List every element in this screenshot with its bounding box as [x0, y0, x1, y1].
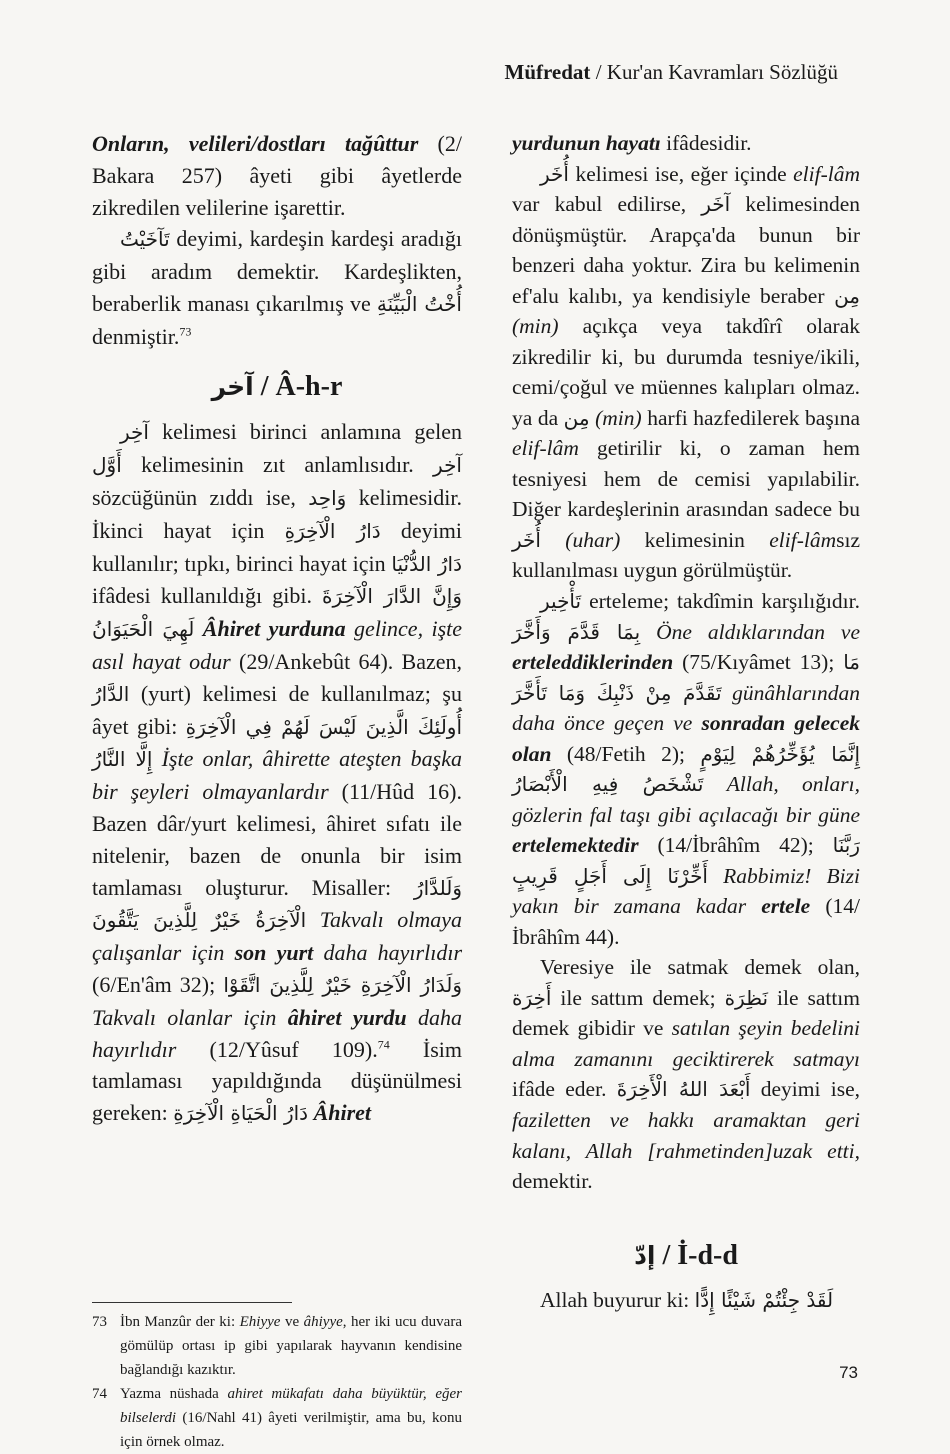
text: kelimesi birinci anlamına gelen: [148, 419, 462, 445]
text: ifâdesi kullanıldığı gibi.: [92, 583, 323, 609]
text: Veresiye ile satmak demek olan,: [540, 955, 860, 980]
emphasis: ertele: [761, 894, 811, 919]
arabic-text: دَارُ الْحَيَاةِ الْآخِرَةِ: [173, 1101, 309, 1126]
text: sız kullanılması uygun görülmüştür.: [512, 527, 861, 583]
footnotes: [92, 1310, 462, 1454]
heading-arabic: إدّ: [634, 1240, 656, 1270]
arabic-text: الدَّارُ: [92, 681, 130, 706]
section-heading: [512, 1241, 860, 1272]
right-column: [512, 128, 860, 1316]
text: İbn Manzûr der ki:: [120, 1314, 240, 1330]
text: denmiştir.: [92, 323, 180, 349]
footnote-text: [120, 1382, 462, 1454]
footnote-divider: [92, 1302, 292, 1303]
emphasis: ertelemektedir: [512, 833, 639, 858]
text: (12/Yûsuf 109).: [176, 1036, 378, 1062]
emphasis: sonradan gelecek olan: [512, 711, 860, 766]
text: kelimesi ise, eğer içinde: [568, 161, 794, 186]
emphasis: ahiret mükafatı daha büyüktür, eğer bilselerdi: [120, 1386, 463, 1426]
text: Yazma nüshada: [120, 1386, 228, 1402]
arabic-text: مِن: [563, 405, 590, 430]
text: demektir.: [512, 1169, 593, 1194]
header-title-rest: / Kur'an Kavramları Sözlüğü: [590, 60, 838, 84]
arabic-verse: رَبَّنَا أَخِّرْنَا إِلَى أَجَلٍ قَرِيبٍ: [512, 833, 860, 888]
text: ile sattım demek gibidir ve: [512, 985, 861, 1041]
emphasis: daha hayırlıdır: [313, 940, 462, 966]
arabic-text: تَآخَيْتُ: [120, 227, 170, 252]
arabic-text: أُخَر: [540, 161, 569, 186]
emphasis: elif-lâm: [769, 527, 837, 552]
running-header: [505, 60, 839, 85]
text: (yurt) kelimesi de kullanılmaz; şu âyet gibi:: [92, 680, 462, 739]
paragraph: [92, 128, 462, 223]
footnote: [92, 1310, 462, 1382]
text: (2/ Bakara 257) âyeti gibi âyetlerde zikredilen velilerine işarettir.: [92, 131, 462, 220]
emphasis: Takvalı olmaya çalışanlar için: [92, 907, 463, 966]
emphasis: âhiyye: [303, 1314, 343, 1330]
text: sözcüğünün zıddı ise,: [92, 484, 309, 510]
emphasis: (uhar): [540, 527, 621, 552]
emphasis: yurdunun hayatı: [512, 131, 661, 155]
text: , her iki ucu duvara gömülüp ortası ip gibi yapılarak hayvanın kendisine bağlandığı kazıktır.: [120, 1314, 462, 1378]
text: Allah buyurur ki:: [540, 1288, 695, 1313]
emphasis: son yurt: [234, 940, 314, 966]
arabic-verse: وَلَدَارُ الْآخِرَةِ خَيْرٌ لِلَّذِينَ اتَّقَوْا: [223, 972, 462, 997]
arabic-text: آخَر: [701, 192, 731, 217]
text: kelimesinin zıt anlamlısıdır.: [121, 452, 434, 478]
emphasis: günâhlarından daha önce geçen ve: [512, 680, 860, 736]
arabic-text: تَأْخِير: [540, 588, 582, 613]
text: ifâde eder.: [512, 1077, 617, 1102]
paragraph: [512, 1285, 860, 1316]
text: ve: [280, 1314, 304, 1330]
text: (6/En'âm 32);: [92, 971, 224, 997]
emphasis: Âhiret yurduna: [194, 616, 346, 642]
text: deyimi, kardeşin kardeşi aradığı gibi aradım demektir. Kardeşlikten, beraberlik manası çıkarılmış ve: [92, 226, 462, 316]
paragraph: [512, 952, 860, 1196]
arabic-text: أُخْتُ الْبَيِّنَةِ: [376, 291, 462, 316]
text: var kabul edilirse,: [512, 192, 702, 217]
emphasis: Öne aldıklarından ve: [640, 619, 860, 644]
heading-latin: / Â-h-r: [253, 370, 343, 402]
paragraph: [92, 416, 462, 1130]
emphasis: Âhiret: [308, 1100, 372, 1126]
text: deyimi kullanılır; tıpkı, birinci hayat için: [92, 517, 462, 576]
arabic-verse: وَلَلدَّارُ الْآخِرَةُ خَيْرٌ لِلَّذِينَ يَتَّقُونَ: [92, 875, 462, 933]
paragraph: [92, 223, 462, 352]
arabic-verse: مَا تَقَدَّمَ مِنْ ذَنْبِكَ وَمَا تَأَخَّرَ: [512, 650, 860, 705]
emphasis: elif-lâm: [793, 161, 860, 186]
emphasis: elif-lâm: [512, 436, 579, 461]
text: harfi hazfedilerek başına: [641, 405, 860, 430]
text: (29/Ankebût 64). Bazen,: [230, 648, 462, 674]
heading-arabic: آخر: [211, 371, 254, 401]
arabic-text: مِن: [834, 283, 860, 308]
text: kelimesidir. İkinci hayat için: [92, 484, 462, 543]
text: getirilir ki, o zaman hem tesniyesi hem de cemisi yapılabilir. Diğer kardeşlerinin arasından sadece bu: [512, 436, 860, 522]
text: (48/Fetih 2);: [551, 741, 701, 766]
arabic-text: آخِر: [433, 453, 462, 478]
emphasis: erteleddiklerinden: [512, 650, 674, 675]
emphasis: Rabbimiz! Bizi yakın bir zamana kadar: [512, 863, 860, 919]
text: (75/Kıyâmet 13);: [673, 650, 844, 675]
emphasis: İşte onlar, âhirette ateşten başka bir şeyleri olmayanlardır: [92, 746, 462, 805]
header-title-bold: Müfredat: [504, 60, 591, 84]
heading-latin: / İ-d-d: [655, 1239, 738, 1271]
emphasis: Allah, onları, gözlerin fal taşı gibi açılacağı bir güne: [512, 772, 860, 827]
paragraph: [512, 586, 860, 952]
emphasis: Ehiyye: [239, 1314, 281, 1330]
emphasis: (min): [589, 405, 642, 430]
footnote-number: 74: [92, 1386, 107, 1402]
text: İsim tamlaması yapıldığında düşünülmesi gereken:: [92, 1036, 462, 1126]
left-column: [92, 128, 462, 1130]
text: deyimi ise,: [750, 1077, 860, 1102]
paragraph: [512, 128, 860, 159]
arabic-text: دَارُ الْآخِرَةِ: [284, 518, 381, 543]
arabic-text: أَبْعَدَ اللهُ الْأَخِرَةَ: [616, 1077, 751, 1102]
footnote-number: 73: [92, 1314, 107, 1330]
text: (11/Hûd 16). Bazen dâr/yurt kelimesi, âhiret sıfatı ile nitelenir, bazen de onunla bir isim tamlaması oluşturur. Misaller:: [92, 779, 462, 900]
text: (16/Nahl 41) âyeti verilmiştir, ama bu, konu için örnek olmaz.: [120, 1410, 462, 1450]
arabic-verse: لَقَدْ جِئْتُمْ شَيْئًا إِدًّا: [694, 1288, 834, 1313]
arabic-text: آخِر: [120, 420, 149, 445]
arabic-verse: بِمَا قَدَّمَ وَأَخَّرَ: [512, 619, 641, 644]
text: (14/İbrâhîm 44).: [512, 894, 860, 949]
emphasis: Onların, velileri/dostları tağûttur: [92, 131, 419, 156]
arabic-text: أَخِرَة: [512, 985, 552, 1010]
text: açıkça veya takdîrî olarak zikredilir ki, bu durumda tesniye/ikili, cemi/çoğul ve müennes kalıpları olmaz. ya da: [512, 314, 860, 430]
arabic-text: أَوَّل: [92, 453, 122, 478]
footnote: [92, 1382, 462, 1454]
paragraph: [512, 159, 860, 586]
emphasis: daha hayırlıdır: [92, 1004, 463, 1062]
arabic-text: وَاحِد: [308, 485, 347, 510]
section-heading: [92, 371, 462, 403]
footnote-ref: 73: [179, 324, 192, 339]
emphasis: Takvalı olanlar için: [92, 1004, 288, 1030]
arabic-text: دَارُ الدُّنْيَا: [391, 551, 462, 576]
emphasis: (min): [512, 314, 559, 339]
text: erteleme; takdîmin karşılığıdır.: [581, 588, 860, 613]
arabic-verse: وَإِنَّ الدَّارَ الْآخِرَةَ لَهِيَ الْحَيَوَانُ: [92, 584, 462, 642]
footnote-text: [120, 1310, 462, 1382]
text: (14/İbrâhîm 42);: [638, 833, 833, 858]
emphasis: gelince, işte asıl hayat odur: [92, 616, 463, 674]
footnote-ref: 74: [377, 1037, 390, 1052]
emphasis: satılan şeyin bedelini alma zamanını geciktirerek satmayı: [512, 1016, 860, 1071]
arabic-text: نَظِرَة: [724, 985, 769, 1010]
emphasis: âhiret yurdu: [287, 1004, 407, 1030]
text: ile sattım demek;: [551, 985, 725, 1010]
text: kelimesinden dönüşmüştür. Arapça'da bunun bir benzeri daha yoktur. Zira bu kelimenin ef'alu kalıbı, ya kendisiyle beraber: [512, 192, 860, 308]
text: kelimesinin: [620, 527, 770, 552]
page-number: 73: [839, 1363, 858, 1382]
emphasis: faziletten ve hakkı aramaktan geri kalanı, Allah [rahmetinden]uzak etti,: [512, 1108, 860, 1163]
arabic-verse: إِنَّمَا يُؤَخِّرُهُمْ لِيَوْمٍ تَشْخَصُ فِيهِ الْأَبْصَارُ: [512, 741, 861, 797]
arabic-verse: أُولَئِكَ الَّذِينَ لَيْسَ لَهُمْ فِي الْآخِرَةِ إِلَّا النَّارُ: [92, 714, 463, 772]
arabic-text: أُخَر: [512, 527, 541, 552]
text: ifâdesidir.: [660, 131, 752, 155]
